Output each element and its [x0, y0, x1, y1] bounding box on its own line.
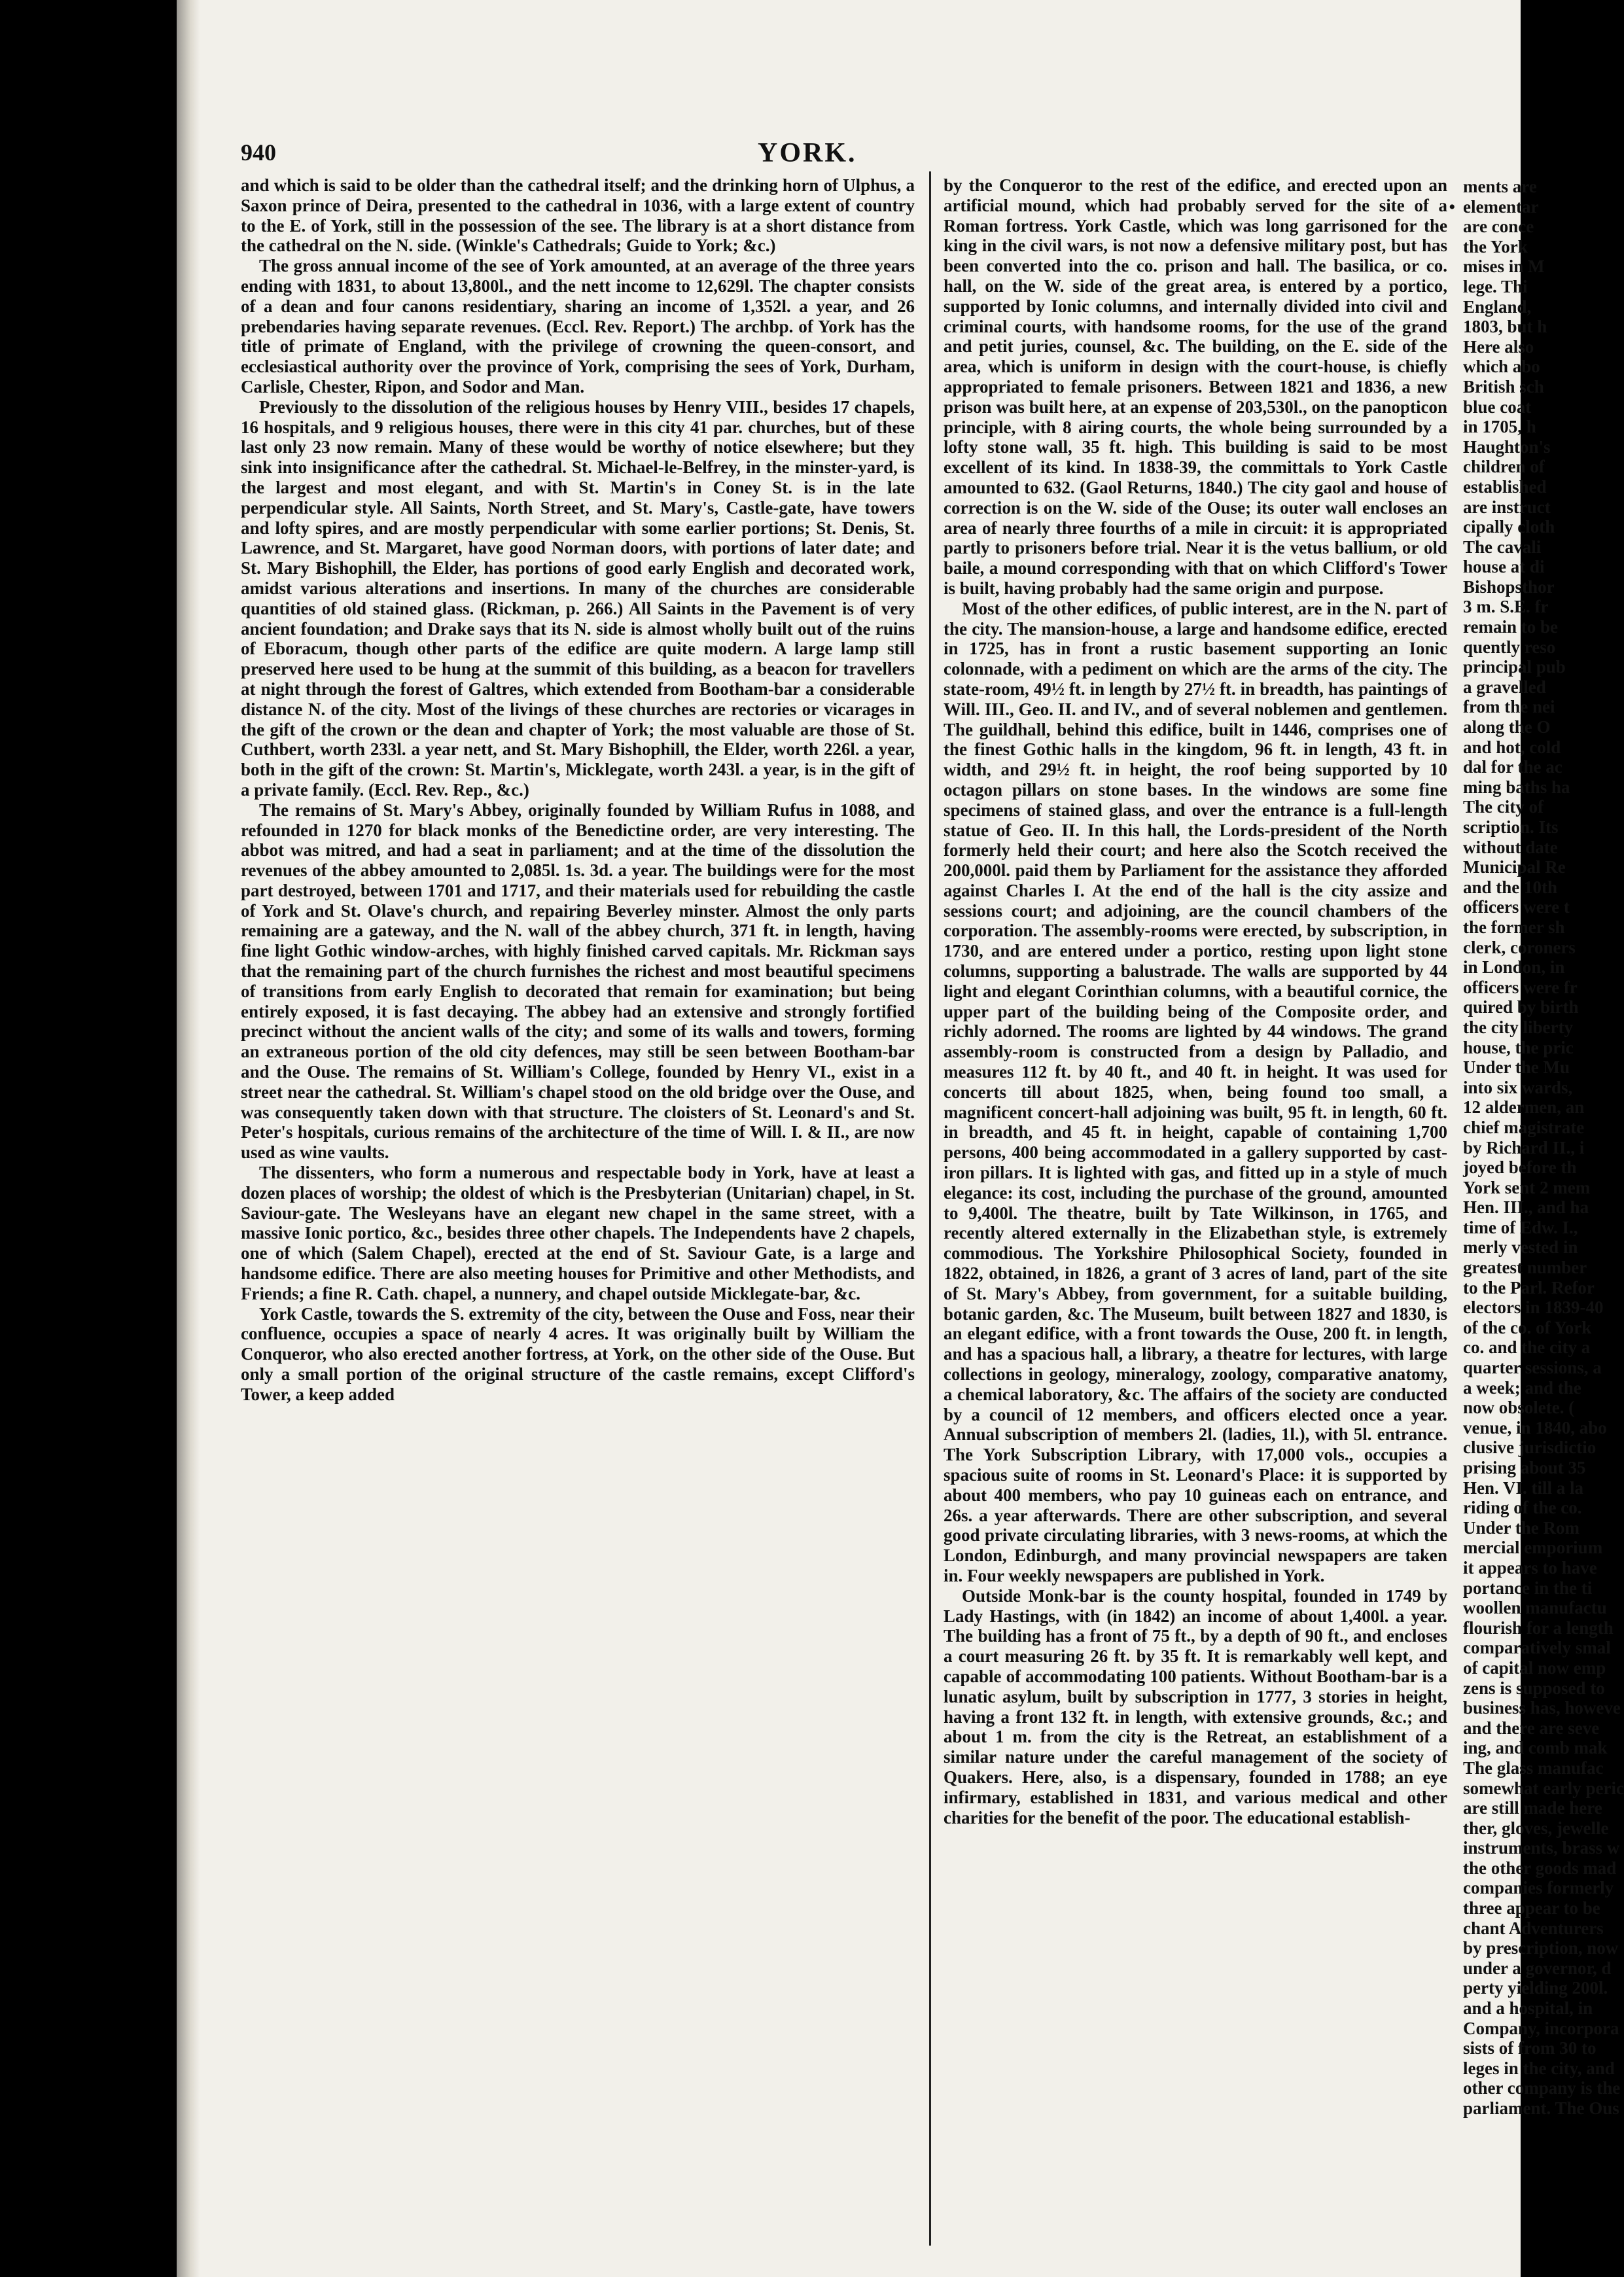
line-fragment: York sent 2 mem [1463, 1177, 1591, 1197]
line-fragment: children of [1463, 457, 1545, 477]
line-fragment: and hot, cold [1463, 737, 1561, 757]
line-fragment: 12 aldermen, an [1463, 1097, 1585, 1118]
paragraph: by the Conqueror to the rest of the edifice, and erected upon an artificial mound, which had probably served for the site of a Roman fortress. York Castle, which was long garrisoned for the king in the civil wars, is not now a defensive military post, but has been converted into the co. prison and hall. The basilica, or co. hall, on the W. side of the great area, is entered by a portico, supported by Ionic columns, and internally divided into civil and criminal courts, with handsome rooms, for the use of the grand and petit juries, counsel, &c. The building, on the E. side of the area, which is uniform in design with the court-house, is chiefly appropriated to female prisoners. Between 1821 and 1836, a new prison was built here, at an expense of 203,530l., on the panopticon principle, with 8 airing courts, the whole being surrounded by a lofty stone wall, 35 ft. high. This building is said to be most excellent of its kind. In 1838-39, the committals to York Castle amounted to 632. (Gaol Returns, 1840.) The city gaol and house of correction is on the W. side of the Ouse; its outer wall encloses an area of nearly three fourths of a mile in circuit: it is appropriated partly to prisoners before trial. Near it is the vetus ballium, or old baile, a mound corresponding with that on which Clifford's Tower is built, having probably had the same origin and purpose. [944, 175, 1447, 598]
line-fragment: leges in the city, and [1463, 2058, 1615, 2078]
line-fragment: mises in M [1463, 256, 1545, 277]
line-fragment: cipally cloth [1463, 517, 1555, 537]
line-fragment: the other goods mad [1463, 1858, 1617, 1878]
line-fragment: a week; and the [1463, 1377, 1581, 1398]
running-head: YORK. [758, 138, 857, 168]
line-fragment: business has, howeve [1463, 1698, 1621, 1718]
paragraph: and which is said to be older than the cathedral itself; and the drinking horn of Ulphus, a Saxon prince of Deira, presented to the cathedral in 1036, with a large extent of country to the E. of York, still in the possession of the see. The library is at a short distance from the cathedral on the N. side. (Winkle's Cathedrals; Guide to York; &c.) [241, 175, 915, 256]
line-fragment: it appears to have [1463, 1557, 1597, 1578]
line-fragment: dal for the ac [1463, 757, 1562, 777]
paragraph: Outside Monk-bar is the county hospital, founded in 1749 by Lady Hastings, with (in 1842) an income of about 1,400l. a year. The building has a front of 75 ft., by a depth of 90 ft., and encloses a court measuring 26 ft. by 35 ft. It is remarkably well kept, and capable of accommodating 100 patients. Without Bootham-bar is a lunatic asylum, built by subscription in 1777, 3 stories in height, having a front 132 ft. in length, with extensive grounds, &c.; and about 1 m. from the city is the Retreat, an establishment of a similar nature under the careful management of the society of Quakers. Here, also, is a dispensary, founded in 1788; an eye infirmary, established in 1831, and various medical and other charities for the benefit of the poor. The educational establish- [944, 1585, 1447, 1827]
line-fragment: from the nei [1463, 697, 1555, 717]
line-fragment: Municipal Re [1463, 857, 1566, 877]
line-fragment: scription. Its [1463, 817, 1559, 837]
line-fragment: venue, in 1840, abo [1463, 1417, 1607, 1438]
paragraph: The gross annual income of the see of York amounted, at an average of the three years ending with 1831, to about 13,800l., and the nett income to 12,629l. The chapter consists of a dean and four canons residentiary, sharing an income of 1,352l. a year, and 26 prebendaries having separate revenues. (Eccl. Rev. Report.) The archbp. of York has the title of primate of England, with the privilege of crowning the queen-consort, and ecclesiastical authority over the province of York, comprising the sees of York, Durham, Carlisle, Chester, Ripon, and Sodor and Man. [241, 256, 915, 397]
line-fragment: comparatively smal [1463, 1638, 1611, 1658]
line-fragment: officers were t [1463, 897, 1570, 917]
line-fragment: to the Parl. Refor [1463, 1277, 1595, 1297]
line-fragment: chief magistrate [1463, 1117, 1585, 1137]
line-fragment: Haughton's [1463, 436, 1551, 457]
line-fragment: flourish for a length [1463, 1617, 1614, 1638]
line-fragment: 1803, but h [1463, 317, 1547, 337]
line-fragment: now obsolete. ( [1463, 1398, 1575, 1418]
line-fragment: of capital now emp [1463, 1657, 1606, 1678]
left-column [241, 175, 915, 2263]
line-fragment: ing, and comb mak [1463, 1738, 1608, 1758]
line-fragment: sists of from 30 to [1463, 2038, 1597, 2058]
line-fragment: Bishopsthor [1463, 576, 1555, 597]
line-fragment: Under the Rom [1463, 1517, 1580, 1538]
line-fragment: ments are [1463, 177, 1537, 196]
line-fragment: Under the Mu [1463, 1057, 1570, 1078]
line-fragment: quired by birth [1463, 997, 1579, 1017]
line-fragment: are conce [1463, 217, 1534, 237]
line-fragment: principal pub [1463, 657, 1566, 677]
line-fragment: merly vested in [1463, 1237, 1578, 1258]
paragraph: York Castle, towards the S. extremity of the city, between the Ouse and Foss, near their confluence, occupies a space of nearly 4 acres. It was originally built by William the Conqueror, who also erected another fortress, at York, on the other side of the Ouse. But only a small portion of the original structure of the castle remains, except Clifford's Tower, a keep added [241, 1303, 915, 1404]
line-fragment: ther, gloves, jewelle [1463, 1818, 1609, 1838]
line-fragment: quently reso [1463, 637, 1556, 657]
line-fragment: Hen. III., and ha [1463, 1197, 1589, 1218]
line-fragment: Company, incorpora [1463, 2018, 1619, 2038]
line-fragment: joyed before th [1463, 1157, 1577, 1178]
line-fragment: time of Edw. I., [1463, 1217, 1578, 1237]
line-fragment: The cavali [1463, 537, 1542, 557]
line-fragment: by prescription, now [1463, 1938, 1619, 1958]
line-fragment: house at di [1463, 557, 1545, 577]
line-fragment: and the 10th [1463, 877, 1558, 897]
right-column-cut-off [1463, 177, 1624, 2251]
line-fragment: electors in 1839-40 [1463, 1297, 1604, 1318]
line-fragment: British sch [1463, 376, 1544, 397]
line-fragment: clerk, coroners [1463, 937, 1576, 957]
line-fragment: of the co. of York [1463, 1317, 1592, 1337]
line-fragment: Hen. VI. till a la [1463, 1477, 1584, 1498]
line-fragment: clusive jurisdictio [1463, 1438, 1597, 1458]
line-fragment: and there are seve [1463, 1718, 1600, 1738]
line-fragment: chant Adventurers [1463, 1918, 1604, 1938]
line-fragment: are instruct [1463, 497, 1551, 517]
line-fragment: portance in the ti [1463, 1578, 1593, 1598]
line-fragment: into six wards, [1463, 1077, 1573, 1097]
paragraph: The dissenters, who form a numerous and respectable body in York, have at least a dozen places of worship; the oldest of which is the Presbyterian (Unitarian) chapel, in St. Saviour-gate. The Wesleyans have an elegant new chapel in the same street, with a massive Ionic portico, &c., besides three other chapels. The Independents have 2 chapels, one of which (Salem Chapel), erected at the end of St. Saviour Gate, is a large and handsome edifice. There are also meeting houses for Primitive and other Methodists, and Friends; a fine R. Cath. chapel, a nunnery, and chapel outside Micklegate-bar, &c. [241, 1163, 915, 1303]
line-fragment: greatest number [1463, 1258, 1587, 1278]
line-fragment: in London, in [1463, 957, 1565, 978]
line-fragment: mercial emporium [1463, 1538, 1603, 1558]
line-fragment: parliament. The Ous [1463, 2098, 1619, 2118]
line-fragment: remain to be [1463, 617, 1558, 637]
line-fragment: are still made here [1463, 1798, 1602, 1818]
line-fragment: The city of [1463, 797, 1544, 817]
page-number: 940 [241, 139, 276, 166]
line-fragment: England, [1463, 296, 1532, 317]
line-fragment: blue coat [1463, 397, 1532, 417]
line-fragment: riding of the co. [1463, 1498, 1582, 1518]
page-header [241, 139, 1425, 178]
line-fragment: co. and the city a [1463, 1337, 1591, 1358]
line-fragment: the city liberty [1463, 1017, 1573, 1037]
line-fragment: The glass manufac [1463, 1757, 1604, 1778]
line-fragment: the former sh [1463, 917, 1565, 937]
line-fragment: under a governor, d [1463, 1958, 1612, 1978]
line-fragment: somewhat early peric [1463, 1778, 1624, 1798]
line-fragment: ming baths ha [1463, 777, 1570, 797]
paragraph: The remains of St. Mary's Abbey, originally founded by William Rufus in 1088, and refounded in 1270 for black monks of the Benedictine order, are very interesting. The abbot was mitred, and had a seat in parliament; and at the time of the dissolution the revenues of the abbey amounted to 2,085l. 1s. 3d. a year. The buildings were for the most part destroyed, between 1701 and 1717, and their materials used for rebuilding the castle of York and St. Olave's church, and repairing Beverley minster. Almost the only parts remaining are a gateway, and the N. wall of the abbey church, 371 ft. in length, having fine light Gothic window-arches, with highly finished carved capitals. Mr. Rickman says that the remaining part of the church furnishes the richest and most beautiful specimens of transitions from early English to decorated that remain for examination; but being entirely exposed, it is fast decaying. The abbey had an extensive and strongly fortified precinct without the ancient walls of the city; and some of its walls and towers, forming an extraneous portion of the old city defences, may still be seen between Bootham-bar and the Ouse. The remains of St. William's College, founded by Henry VI., exist in a street near the cathedral. St. William's chapel stood on the old bridge over the Ouse, and was consequently taken down with that structure. The cloisters of St. Leonard's and St. Peter's hospitals, curious remains of the architecture of the time of Will. I. & II., are now used as wine vaults. [241, 800, 915, 1163]
paragraph: Previously to the dissolution of the religious houses by Henry VIII., besides 17 chapels, 16 hospitals, and 9 religious houses, there were in this city 41 par. churches, but of these last only 23 now remain. Many of these would be worthy of notice elsewhere; but they sink into insignificance after the cathedral. St. Michael-le-Belfrey, in the minster-yard, is the largest and most elegant, and with St. Martin's in Coney St. is in the late perpendicular style. All Saints, North Street, and St. Mary's, Castle-gate, have towers and lofty spires, and are mostly perpendicular with some earlier portions; St. Denis, St. Lawrence, and St. Margaret, have good Norman doors, with portions of later date; and St. Mary Bishophill, the Elder, has portions of good early English and decorated work, amidst various alterations and insertions. In many of the churches are considerable quantities of old stained glass. (Rickman, p. 266.) All Saints in the Pavement is of very ancient foundation; and Drake says that its N. side is almost wholly built out of the ruins of Eboracum, though other parts of the edifice are quite modern. A large lamp still preserved here used to be hung at the summit of this building, as a beacon for travellers at night through the forest of Galtres, which extended from Bootham-bar a considerable distance N. of the city. Most of the livings of these churches are rectories or vicarages in the gift of the crown or the dean and chapter of York; the most valuable are those of St. Cuthbert, worth 233l. a year nett, and St. Mary Bishophill, the Elder, worth 226l. a year, both in the gift of the crown: St. Martin's, Micklegate, worth 243l. a year, is in the gift of a private family. (Eccl. Rev. Rep., &c.) [241, 397, 915, 800]
line-fragment: along the O [1463, 717, 1551, 737]
line-fragment: perty yielding 200l. [1463, 1978, 1608, 1998]
line-fragment: house, the pric [1463, 1037, 1574, 1057]
line-fragment: in 1705, h [1463, 417, 1536, 437]
column-divider-rule [929, 171, 931, 2246]
line-fragment: woollen manufactu [1463, 1598, 1607, 1618]
line-fragment: the York [1463, 236, 1528, 256]
line-fragment: companies formerly [1463, 1878, 1614, 1898]
line-fragment: officers were fr [1463, 977, 1578, 997]
line-fragment: other company is the [1463, 2078, 1621, 2098]
line-fragment: and a hospital, in [1463, 1998, 1593, 2019]
book-page [177, 0, 1624, 2277]
bleed-through-mark: • [1449, 196, 1456, 218]
line-fragment: a gravelled [1463, 677, 1546, 697]
line-fragment: three appear to be [1463, 1898, 1600, 1918]
line-fragment: without date [1463, 837, 1558, 857]
line-fragment: lege. Thi [1463, 276, 1528, 296]
page-gutter-shadow [177, 0, 200, 2277]
line-fragment: by Richard II., i [1463, 1137, 1585, 1157]
line-fragment: elementar [1463, 196, 1539, 217]
middle-column [944, 175, 1447, 2263]
line-fragment: instruments, brass w [1463, 1838, 1620, 1858]
line-fragment: established [1463, 476, 1547, 497]
line-fragment: Here also [1463, 336, 1534, 357]
line-fragment: prising about 35 [1463, 1458, 1586, 1477]
line-fragment: 3 m. S.E. fr [1463, 597, 1549, 617]
paragraph: Most of the other edifices, of public interest, are in the N. part of the city. The mansion-house, a large and handsome edifice, erected in 1725, has in front a rustic basement supporting an Ionic colonnade, with a pediment on which are the arms of the city. The state-room, 49½ ft. in length by 27½ ft. in breadth, has paintings of Will. III., Geo. II. and IV., and of several noblemen and gentlemen. The guildhall, behind this edifice, built in 1446, comprises one of the finest Gothic halls in the kingdom, 96 ft. in length, 43 ft. in width, and 29½ ft. in height, the roof being supported by 10 octagon pillars on stone bases. In the windows are some fine specimens of stained glass, and over the entrance is a full-length statue of Geo. II. In this hall, the Lords-president of the North formerly held their court; and here also the Scotch received the 200,000l. paid them by Parliament for the assistance they afforded against Charles I. At the end of the hall is the city assize and sessions court; and adjoining, are the council chambers of the corporation. The assembly-rooms were erected, by subscription, in 1730, and are entered under a portico, resting upon light stone columns, supporting a balustrade. The walls are supported by 44 light and elegant Corinthian columns, with a beautiful cornice, the upper part of the building being of the Composite order, and richly adorned. The rooms are lighted by 44 windows. The grand assembly-room is constructed from a design by Palladio, and measures 112 ft. by 40 ft., and 40 ft. in height. It was used for concerts till about 1825, when, being found too small, a magnificent concert-hall adjoining was built, 95 ft. in length, 60 ft. in breadth, and 45 ft. in height, capable of containing 1,700 persons, 400 being accommodated in a gallery supported by cast-iron pillars. It is lighted with gas, and fitted up in a style of much elegance: its cost, including the purchase of the ground, amounted to 9,400l. The theatre, built by Tate Wilkinson, in 1765, and recently altered externally in the Elizabethan style, is extremely commodious. The Yorkshire Philosophical Society, founded in 1822, obtained, in 1826, a grant of 3 acres of land, part of the site of St. Mary's Abbey, from government, for a suitable building, botanic garden, &c. The Museum, built between 1827 and 1830, is an elegant edifice, with a front towards the Ouse, 200 ft. in length, and has a spacious hall, a library, a theatre for lectures, with large collections in geology, mineralogy, zoology, comparative anatomy, a chemical laboratory, &c. The affairs of the society are conducted by a council of 12 members, and officers elected once a year. Annual subscription of members 2l. (ladies, 1l.), with 5l. entrance. The York Subscription Library, with 17,000 vols., occupies a spacious suite of rooms in St. Leonard's Place: it is supported by about 400 members, who pay 10 guineas each on entrance, and 26s. a year afterwards. There are other subscription, and several good private circulating libraries, with 3 news-rooms, at which the London, Edinburgh, and many provincial newspapers are taken in. Four weekly newspapers are published in York. [944, 598, 1447, 1585]
line-fragment: which abo [1463, 357, 1540, 377]
line-fragment: quarter sessions, a [1463, 1358, 1602, 1378]
line-fragment: zens is supposed to [1463, 1678, 1605, 1698]
